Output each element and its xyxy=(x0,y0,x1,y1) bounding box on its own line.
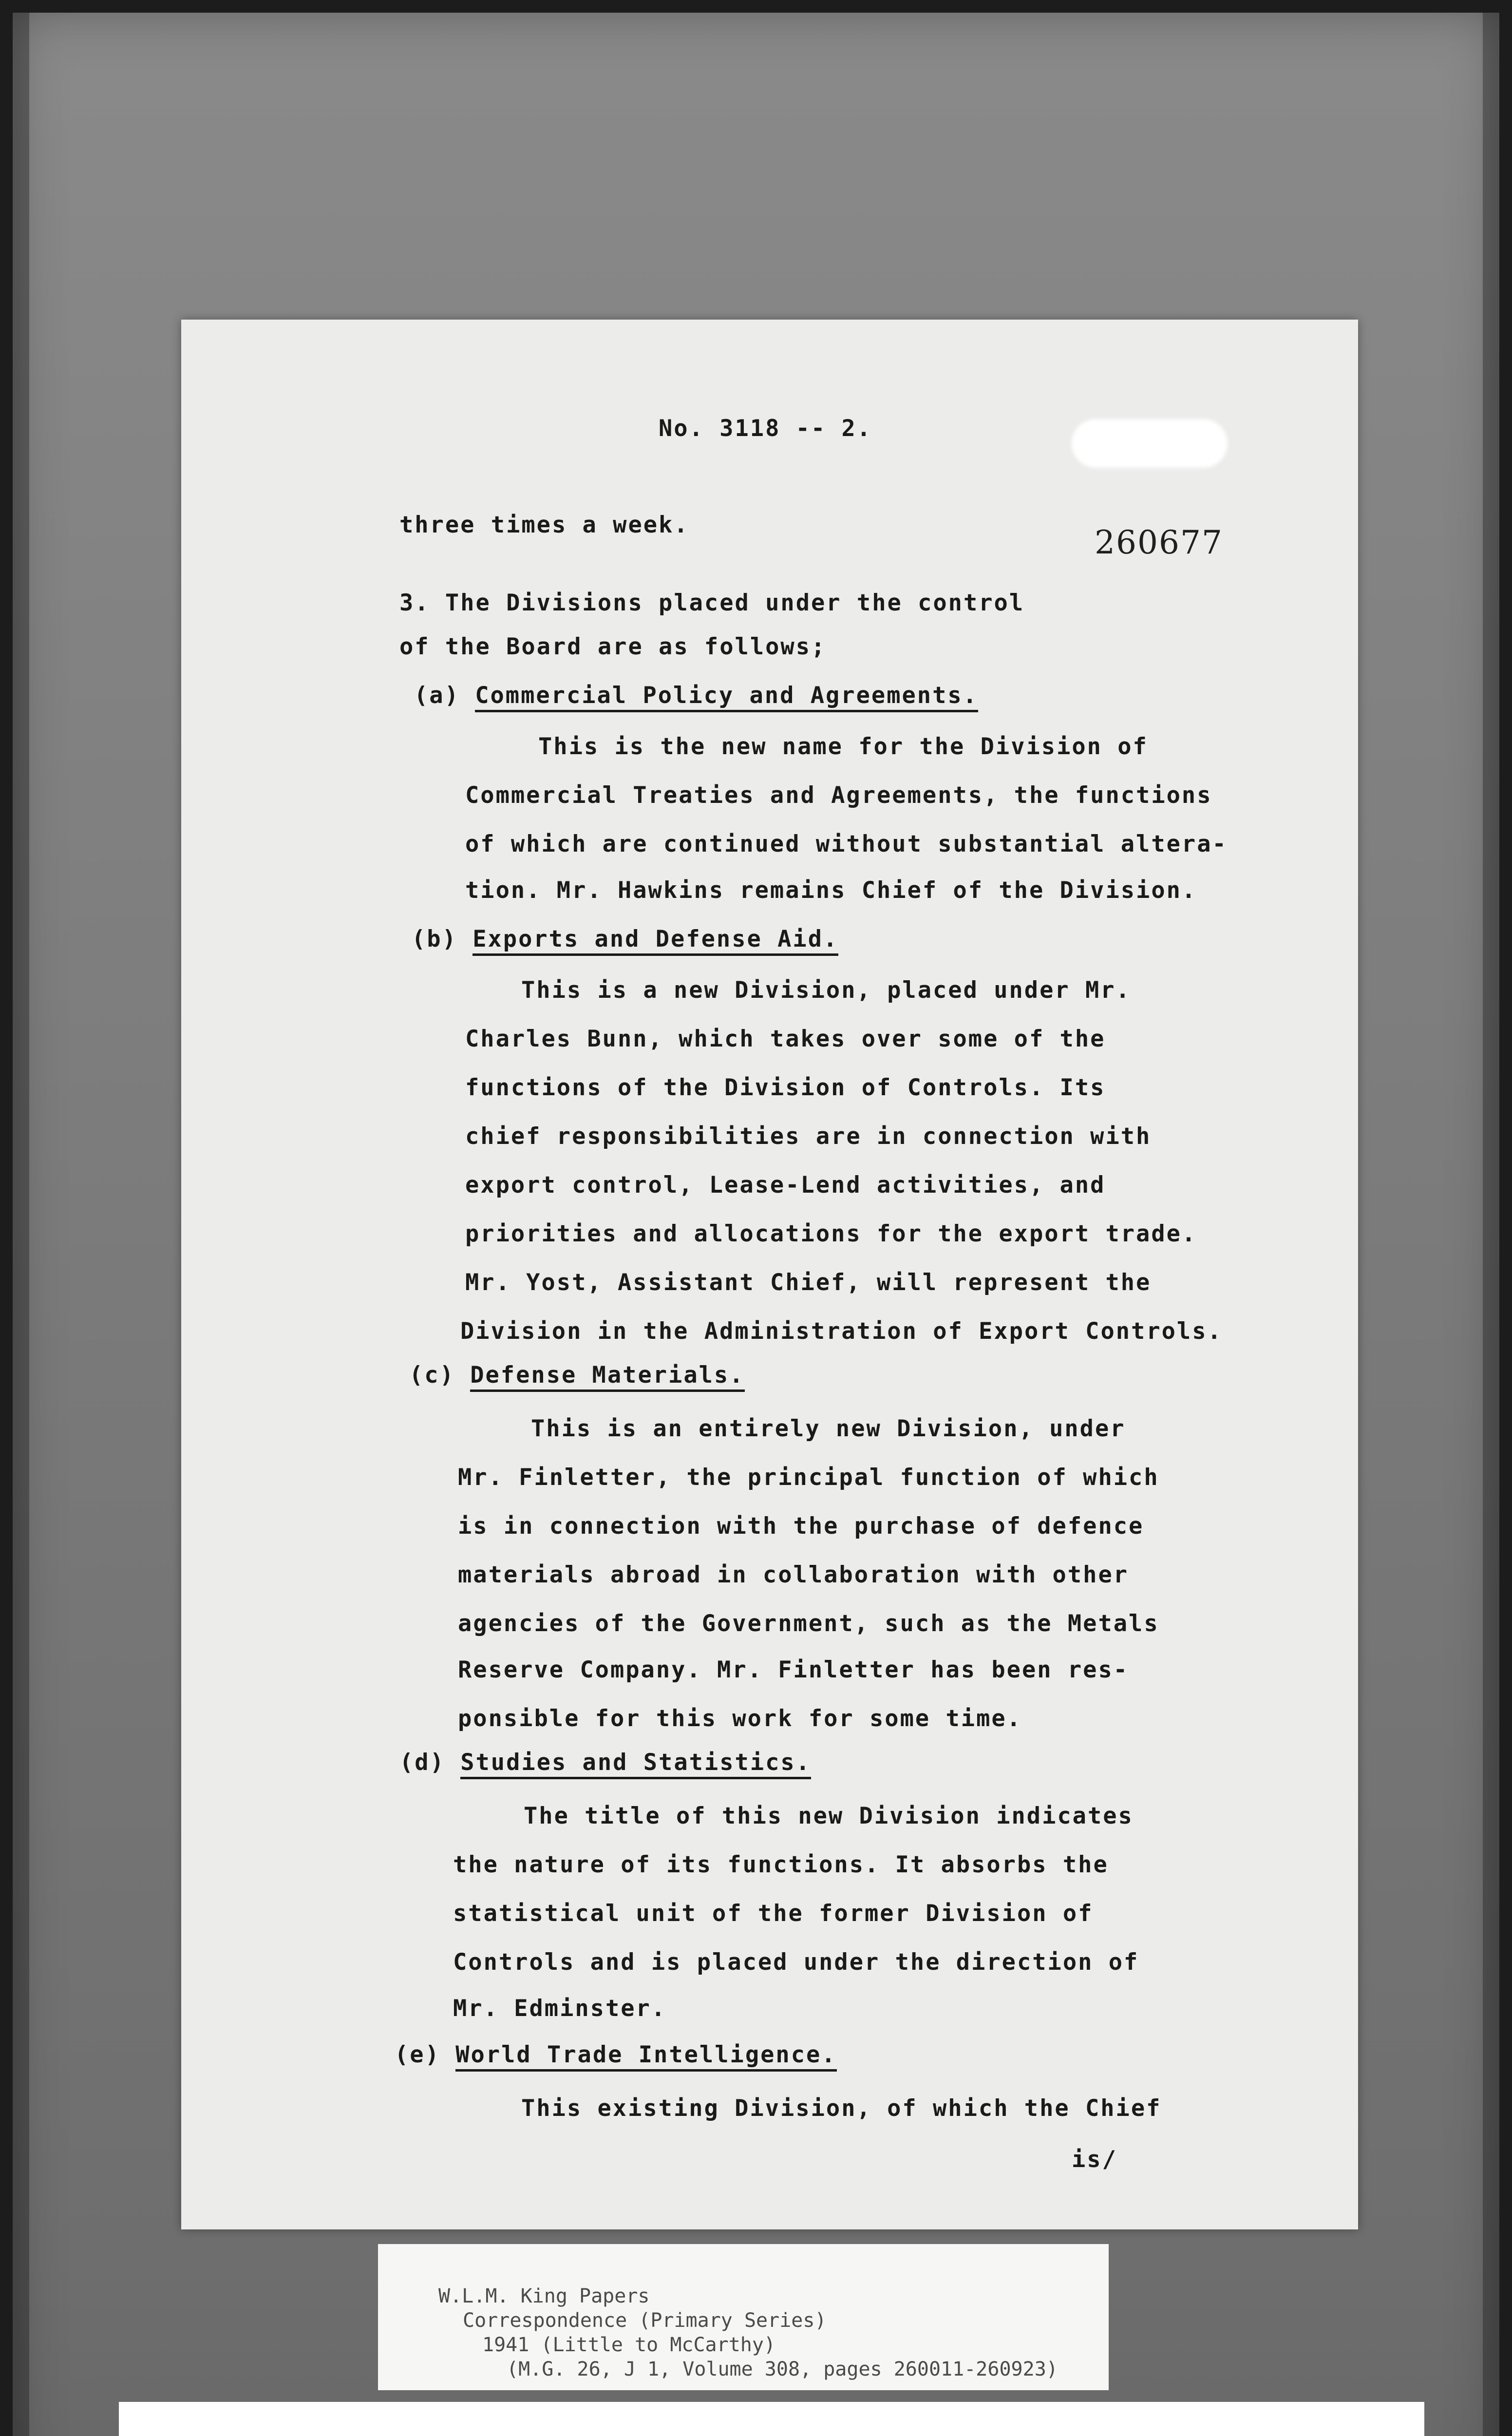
body-line: statistical unit of the former Division of xyxy=(453,1900,1094,1927)
body-line: export control, Lease-Lend activities, and xyxy=(465,1172,1106,1199)
body-line: Mr. Edminster. xyxy=(453,1995,667,2022)
section-marker: (b) xyxy=(412,926,457,952)
body-line: Division in the Administration of Export Controls. xyxy=(460,1318,1223,1345)
body-line: priorities and allocations for the export trade. xyxy=(465,1220,1197,1247)
body-line: Mr. Finletter, the principal function of which xyxy=(458,1464,1159,1491)
label-line: (M.G. 26, J 1, Volume 308, pages 260011-260923) xyxy=(507,2358,1058,2380)
section-marker: (d) xyxy=(399,1749,445,1776)
body-line: functions of the Division of Controls. Its xyxy=(465,1074,1106,1101)
body-line: 3. The Divisions placed under the control xyxy=(399,590,1025,616)
section-marker: (e) xyxy=(395,2041,440,2068)
body-line: three times a week. xyxy=(399,512,689,538)
body-line: This is the new name for the Division of xyxy=(538,733,1148,760)
body-line: This is an entirely new Division, under xyxy=(531,1415,1126,1442)
body-line: of the Board are as follows; xyxy=(399,633,827,660)
section-title: Studies and Statistics. xyxy=(460,1749,811,1779)
body-line: Reserve Company. Mr. Finletter has been res- xyxy=(458,1656,1129,1683)
body-line: This is a new Division, placed under Mr. xyxy=(521,977,1131,1004)
body-line: ponsible for this work for some time. xyxy=(458,1705,1022,1732)
section-title: Commercial Policy and Agreements. xyxy=(475,682,978,712)
page-header: No. 3118 -- 2. xyxy=(659,415,872,442)
section-title: World Trade Intelligence. xyxy=(455,2041,836,2072)
body-line: the nature of its functions. It absorbs the xyxy=(453,1851,1109,1878)
body-line: is/ xyxy=(1072,2146,1117,2173)
label-line: W.L.M. King Papers xyxy=(438,2285,650,2307)
body-line: agencies of the Government, such as the Metals xyxy=(458,1610,1159,1637)
body-line: Charles Bunn, which takes over some of the xyxy=(465,1026,1106,1052)
section-marker: (c) xyxy=(409,1362,455,1389)
section-title: Defense Materials. xyxy=(470,1362,744,1392)
label-line: 1941 (Little to McCarthy) xyxy=(482,2334,776,2356)
body-line: The title of this new Division indicates xyxy=(524,1803,1134,1829)
stamp-number: 260677 xyxy=(1095,524,1223,561)
body-line: of which are continued without substantial altera- xyxy=(465,831,1228,857)
body-line: is in connection with the purchase of defence xyxy=(458,1513,1144,1540)
body-line: chief responsibilities are in connection with xyxy=(465,1123,1152,1150)
section-title: Exports and Defense Aid. xyxy=(472,926,838,956)
body-line: Commercial Treaties and Agreements, the functions xyxy=(465,782,1212,809)
body-line: Mr. Yost, Assistant Chief, will represent the xyxy=(465,1269,1152,1296)
body-line: materials abroad in collaboration with other xyxy=(458,1561,1129,1588)
label-line: Correspondence (Primary Series) xyxy=(463,2309,827,2332)
body-line: Controls and is placed under the direction of xyxy=(453,1949,1139,1976)
section-marker: (a) xyxy=(414,682,460,709)
body-line: tion. Mr. Hawkins remains Chief of the Division. xyxy=(465,877,1197,904)
body-line: This existing Division, of which the Chief xyxy=(521,2095,1162,2122)
